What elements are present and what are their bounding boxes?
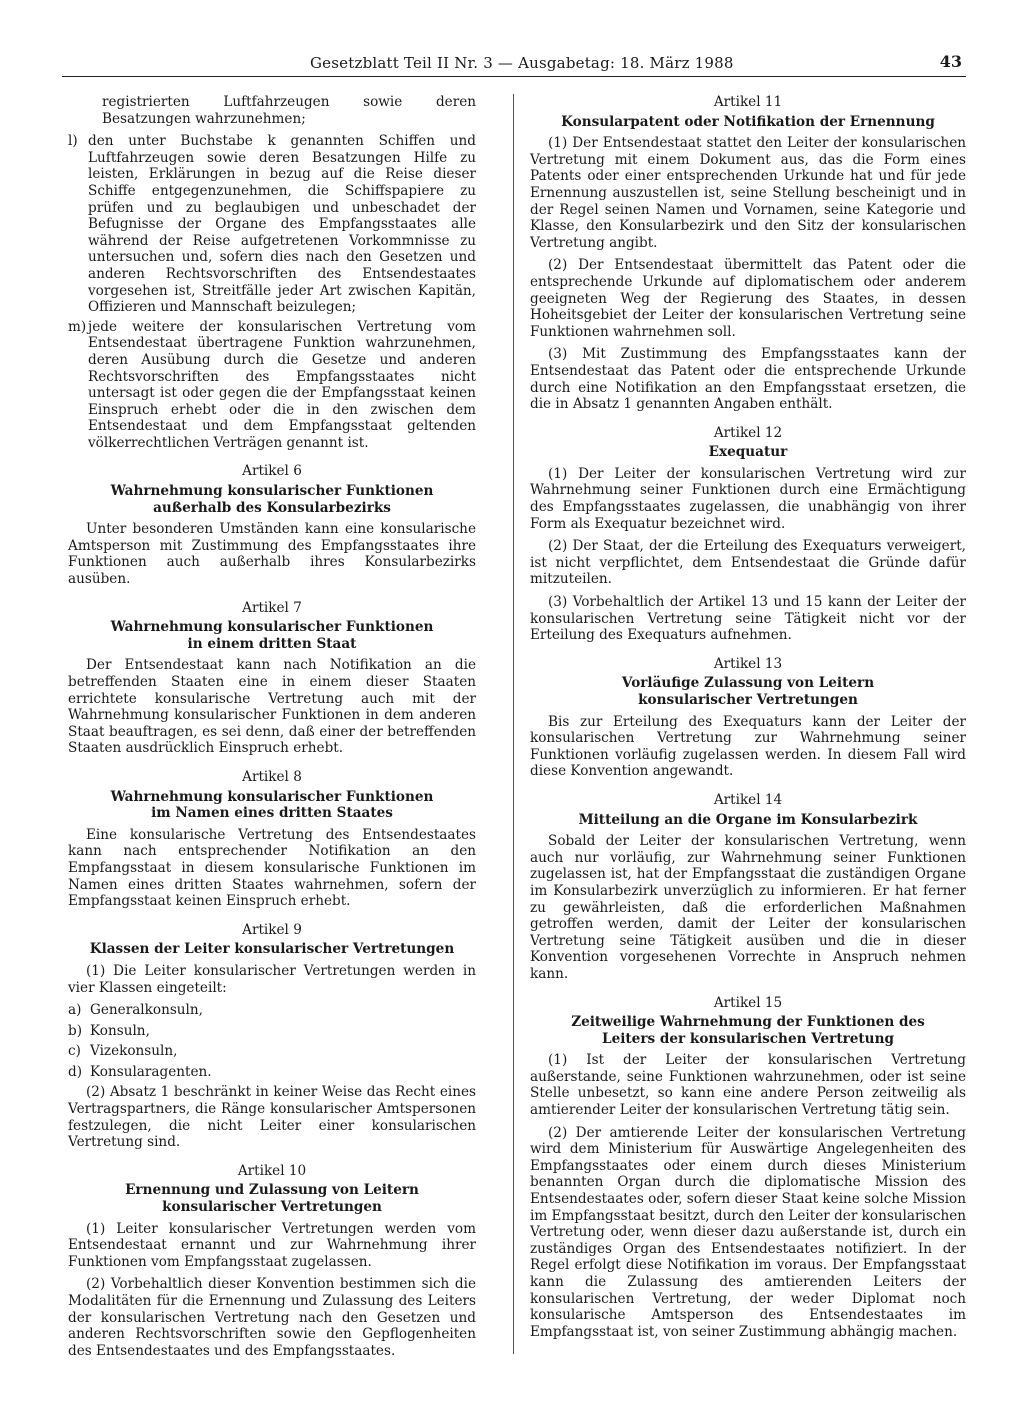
column-divider (513, 94, 514, 1354)
title-line: im Namen eines dritten Staates (151, 805, 393, 822)
article-14-number: Artikel 14 (713, 791, 783, 808)
class-item-b (68, 1023, 476, 1040)
item-marker: l) (68, 133, 78, 150)
list-item-l (68, 133, 476, 316)
article-12-number: Artikel 12 (713, 424, 783, 441)
item-marker: a) (68, 1002, 82, 1019)
article-6-title (68, 483, 476, 516)
article-14-title: Mitteilung an die Organe im Konsularbezirk (578, 811, 918, 828)
article-15-paragraph-1: (1) Ist der Leiter der konsularischen Vertretung außerstande, seine Funktionen wahrzunehmen, oder ist seine Stelle unbesetzt, so kann eine andere Person zeitweilig als amtierender Leiter der konsularischen Vertretung tätig sein. (530, 1052, 966, 1119)
title-line: außerhalb des Konsularbezirks (153, 499, 391, 516)
title-line: Wahrnehmung konsularischer Funktionen (110, 483, 434, 500)
class-item-a (68, 1002, 476, 1019)
article-10-title (68, 1182, 476, 1215)
item-marker: d) (68, 1063, 83, 1080)
item-marker: c) (68, 1043, 81, 1060)
list-item-m (68, 319, 476, 452)
article-8-number: Artikel 8 (242, 768, 302, 785)
article-11-title: Konsularpatent oder Notifikation der Ernennung (561, 113, 935, 130)
item-text: den unter Buchstabe k genannten Schiffen und Luftfahrzeugen sowie deren Besatzungen Hilfe zu leisten, Erklärungen in bezug auf die Reise dieser Schiffe entgegenzunehmen, die Schiffspapiere zu prüfen und zu beglaubigen und unbeschadet der Befugnisse der Organe des Empfangsstaates alle während der Reise aufgetretenen Vorkommnisse zu untersuchen und, sofern dies nach den Gesetzen und anderen Rechtsvorschriften des Entsendestaates vorgesehen ist, Streitfälle jeder Art zwischen Kapitän, Offizieren und Mannschaft beizulegen; (88, 133, 476, 316)
title-line: Wahrnehmung konsularischer Funktionen (110, 619, 434, 636)
article-8-title (68, 789, 476, 822)
item-text: Konsularagenten. (90, 1063, 212, 1080)
article-11-paragraph-1: (1) Der Entsendestaat stattet den Leiter der konsularischen Vertretung mit einem Dokument aus, das die Form eines Patents oder einer entsprechenden Urkunde hat und für jede Ernennung auszustellen ist, seine Stellung bescheinigt und in der Regel seinen Namen und Vornamen, seine Kategorie und Klasse, den Konsularbezirk und den Sitz der konsularischen Vertretung angibt. (530, 135, 966, 251)
title-line: Zeitweilige Wahrnehmung der Funktionen des (571, 1014, 925, 1031)
article-9-number: Artikel 9 (242, 921, 302, 938)
article-11-paragraph-3: (3) Mit Zustimmung des Empfangsstaates kann der Entsendestaat das Patent oder die entsprechende Urkunde durch eine Notifikation an den Empfangsstaat ersetzen, die die in Absatz 1 genannten Angaben enthält. (530, 346, 966, 413)
article-12-paragraph-1: (1) Der Leiter der konsularischen Vertretung wird zur Wahrnehmung seiner Funktionen durch eine Ermächtigung des Empfangsstaates zugelassen, die unabhängig von ihrer Form als Exequatur bezeichnet wird. (530, 465, 966, 532)
article-8-paragraph: Eine konsularische Vertretung des Entsendestaates kann nach entsprechender Notifikation an den Empfangsstaat in diesem konsularische Funktionen im Namen eines dritten Staates wahrnehmen, sofern der Empfangsstaat keinen Einspruch erhebt. (68, 826, 476, 910)
article-6-number: Artikel 6 (242, 463, 302, 480)
article-13-number: Artikel 13 (713, 655, 783, 672)
article-6-paragraph: Unter besonderen Umständen kann eine konsularische Amtsperson mit Zustimmung des Empfangsstaates ihre Funktionen auch außerhalb ihres Konsularbezirks ausüben. (68, 521, 476, 588)
title-line: Ernennung und Zulassung von Leitern (125, 1182, 419, 1199)
article-11-paragraph-2: (2) Der Entsendestaat übermittelt das Patent oder die entsprechende Urkunde auf diplomatischem oder anderem geeigneten Weg der Regierung des Staates, in dessen Hoheitsgebiet der Leiter der konsularischen Vertretung seine Funktionen wahrnehmen soll. (530, 257, 966, 340)
article-11-number: Artikel 11 (713, 94, 783, 110)
article-12-paragraph-2: (2) Der Staat, der die Erteilung des Exequaturs verweigert, ist nicht verpflichtet, dem Entsendestaat die Gründe dafür mitzuteilen. (530, 538, 966, 588)
title-line: Vorläufige Zulassung von Leitern (621, 675, 875, 692)
class-item-c (68, 1043, 476, 1060)
article-10-paragraph-1: (1) Leiter konsularischer Vertretungen werden vom Entsendestaat ernannt und zur Wahrnehmung ihrer Funktionen vom Empfangsstaat zugelassen. (68, 1220, 476, 1270)
item-text: Konsuln, (90, 1022, 150, 1039)
title-line: konsularischer Vertretungen (162, 1199, 382, 1216)
item-text: Generalkonsuln, (90, 1002, 203, 1019)
article-13-paragraph: Bis zur Erteilung des Exequaturs kann der Leiter der konsularischen Vertretung zur Wahrnehmung seiner Funktionen vorläufig zugelassen werden. In diesem Fall wird diese Konvention angewandt. (530, 713, 966, 780)
left-column (68, 94, 476, 1365)
article-7-title (68, 619, 476, 652)
article-10-paragraph-2: (2) Vorbehaltlich dieser Konvention bestimmen sich die Modalitäten für die Ernennung und Zulassung des Leiters der konsularischen Vertretung nach den Gesetzen und anderen Rechtsvorschriften sowie den Gepflogenheiten des Entsendestaates und des Empfangsstaates. (68, 1276, 476, 1359)
article-15-number: Artikel 15 (713, 994, 783, 1011)
article-14-paragraph: Sobald der Leiter der konsularischen Vertretung, wenn auch nur vorläufig, zur Wahrnehmung seiner Funktionen zugelassen ist, hat der Empfangsstaat die zuständigen Organe im Konsularbezirk unverzüglich zu informieren. Er hat ferner zu gewährleisten, daß die erforderlichen Maßnahmen getroffen werden, damit der Leiter der konsularischen Vertretung seine Tätigkeit ausüben und die in dieser Konvention vorgesehenen Vorrechte in Anspruch nehmen kann. (530, 833, 966, 982)
article-12-title: Exequatur (708, 444, 788, 461)
class-item-d (68, 1064, 476, 1081)
article-7-number: Artikel 7 (242, 599, 302, 616)
item-text: Vizekonsuln, (90, 1043, 178, 1060)
article-7-paragraph: Der Entsendestaat kann nach Notifikation an die betreffenden Staaten eine in einem dieser Staaten errichtete konsularische Vertretung auch mit der Wahrnehmung konsularischer Funktionen in dem anderen Staat beauftragen, es sei denn, daß einer der betreffenden Staaten ausdrücklich Einspruch erhebt. (68, 657, 476, 757)
item-marker: b) (68, 1022, 83, 1039)
title-line: Wahrnehmung konsularischer Funktionen (110, 788, 434, 805)
article-9-paragraph-2: (2) Absatz 1 beschränkt in keiner Weise das Recht eines Vertragspartners, die Ränge konsularischer Amtspersonen festzulegen, die nicht Leiter einer konsularischen Vertretung sind. (68, 1084, 476, 1151)
item-k-continuation: registrierten Luftfahrzeugen sowie deren Besatzungen wahrzunehmen; (102, 94, 476, 127)
article-9-paragraph-1: (1) Die Leiter konsularischer Vertretungen werden in vier Klassen eingeteilt: (68, 962, 476, 996)
title-line: in einem dritten Staat (187, 635, 357, 652)
article-9-title: Klassen der Leiter konsularischer Vertretungen (89, 941, 455, 958)
right-column (530, 94, 966, 1346)
title-line: Leiters der konsularischen Vertretung (602, 1030, 894, 1047)
article-13-title (530, 675, 966, 708)
header-title: Gesetzblatt Teil II Nr. 3 — Ausgabetag: 18. März 1988 (310, 54, 734, 72)
article-15-title (530, 1014, 966, 1047)
article-12-paragraph-3: (3) Vorbehaltlich der Artikel 13 und 15 kann der Leiter der konsularischen Vertretung seine Tätigkeit nicht vor der Erteilung des Exequaturs aufnehmen. (530, 594, 966, 644)
page-number: 43 (939, 52, 962, 71)
article-10-number: Artikel 10 (237, 1162, 307, 1179)
article-15-paragraph-2: (2) Der amtierende Leiter der konsularischen Vertretung wird dem Ministerium für Auswärtige Angelegenheiten des Empfangsstaates oder einem durch dieses Ministerium benannten Organ durch die diplomatische Mission des Entsendestaates oder, sofern dieser Staat keine solche Mission im Empfangsstaat besitzt, durch den Leiter der konsularischen Vertretung oder, wenn dieser dazu außerstande ist, durch ein zuständiges Organ des Entsendestaates notifiziert. In der Regel erfolgt diese Notifikation im voraus. Der Empfangsstaat kann die Zulassung des amtierenden Leiters der konsularischen Vertretung, der weder Diplomat noch konsularische Amtsperson des Entsendestaates im Empfangsstaat ist, von seiner Zustimmung abhängig machen. (530, 1124, 967, 1340)
page-header (62, 50, 966, 77)
title-line: konsularischer Vertretungen (638, 692, 858, 708)
item-text: jede weitere der konsularischen Vertretung vom Entsendestaat übertragene Funktion wahrzunehmen, deren Ausübung durch die Gesetze und anderen Rechtsvorschriften des Empfangsstaates nicht untersagt ist oder gegen die der Empfangsstaat keinen Einspruch erhebt oder die in den zwischen dem Entsendestaat und dem Empfangsstaat geltenden völkerrechtlichen Verträgen genannt ist. (88, 318, 476, 451)
item-marker: m) (68, 318, 87, 335)
